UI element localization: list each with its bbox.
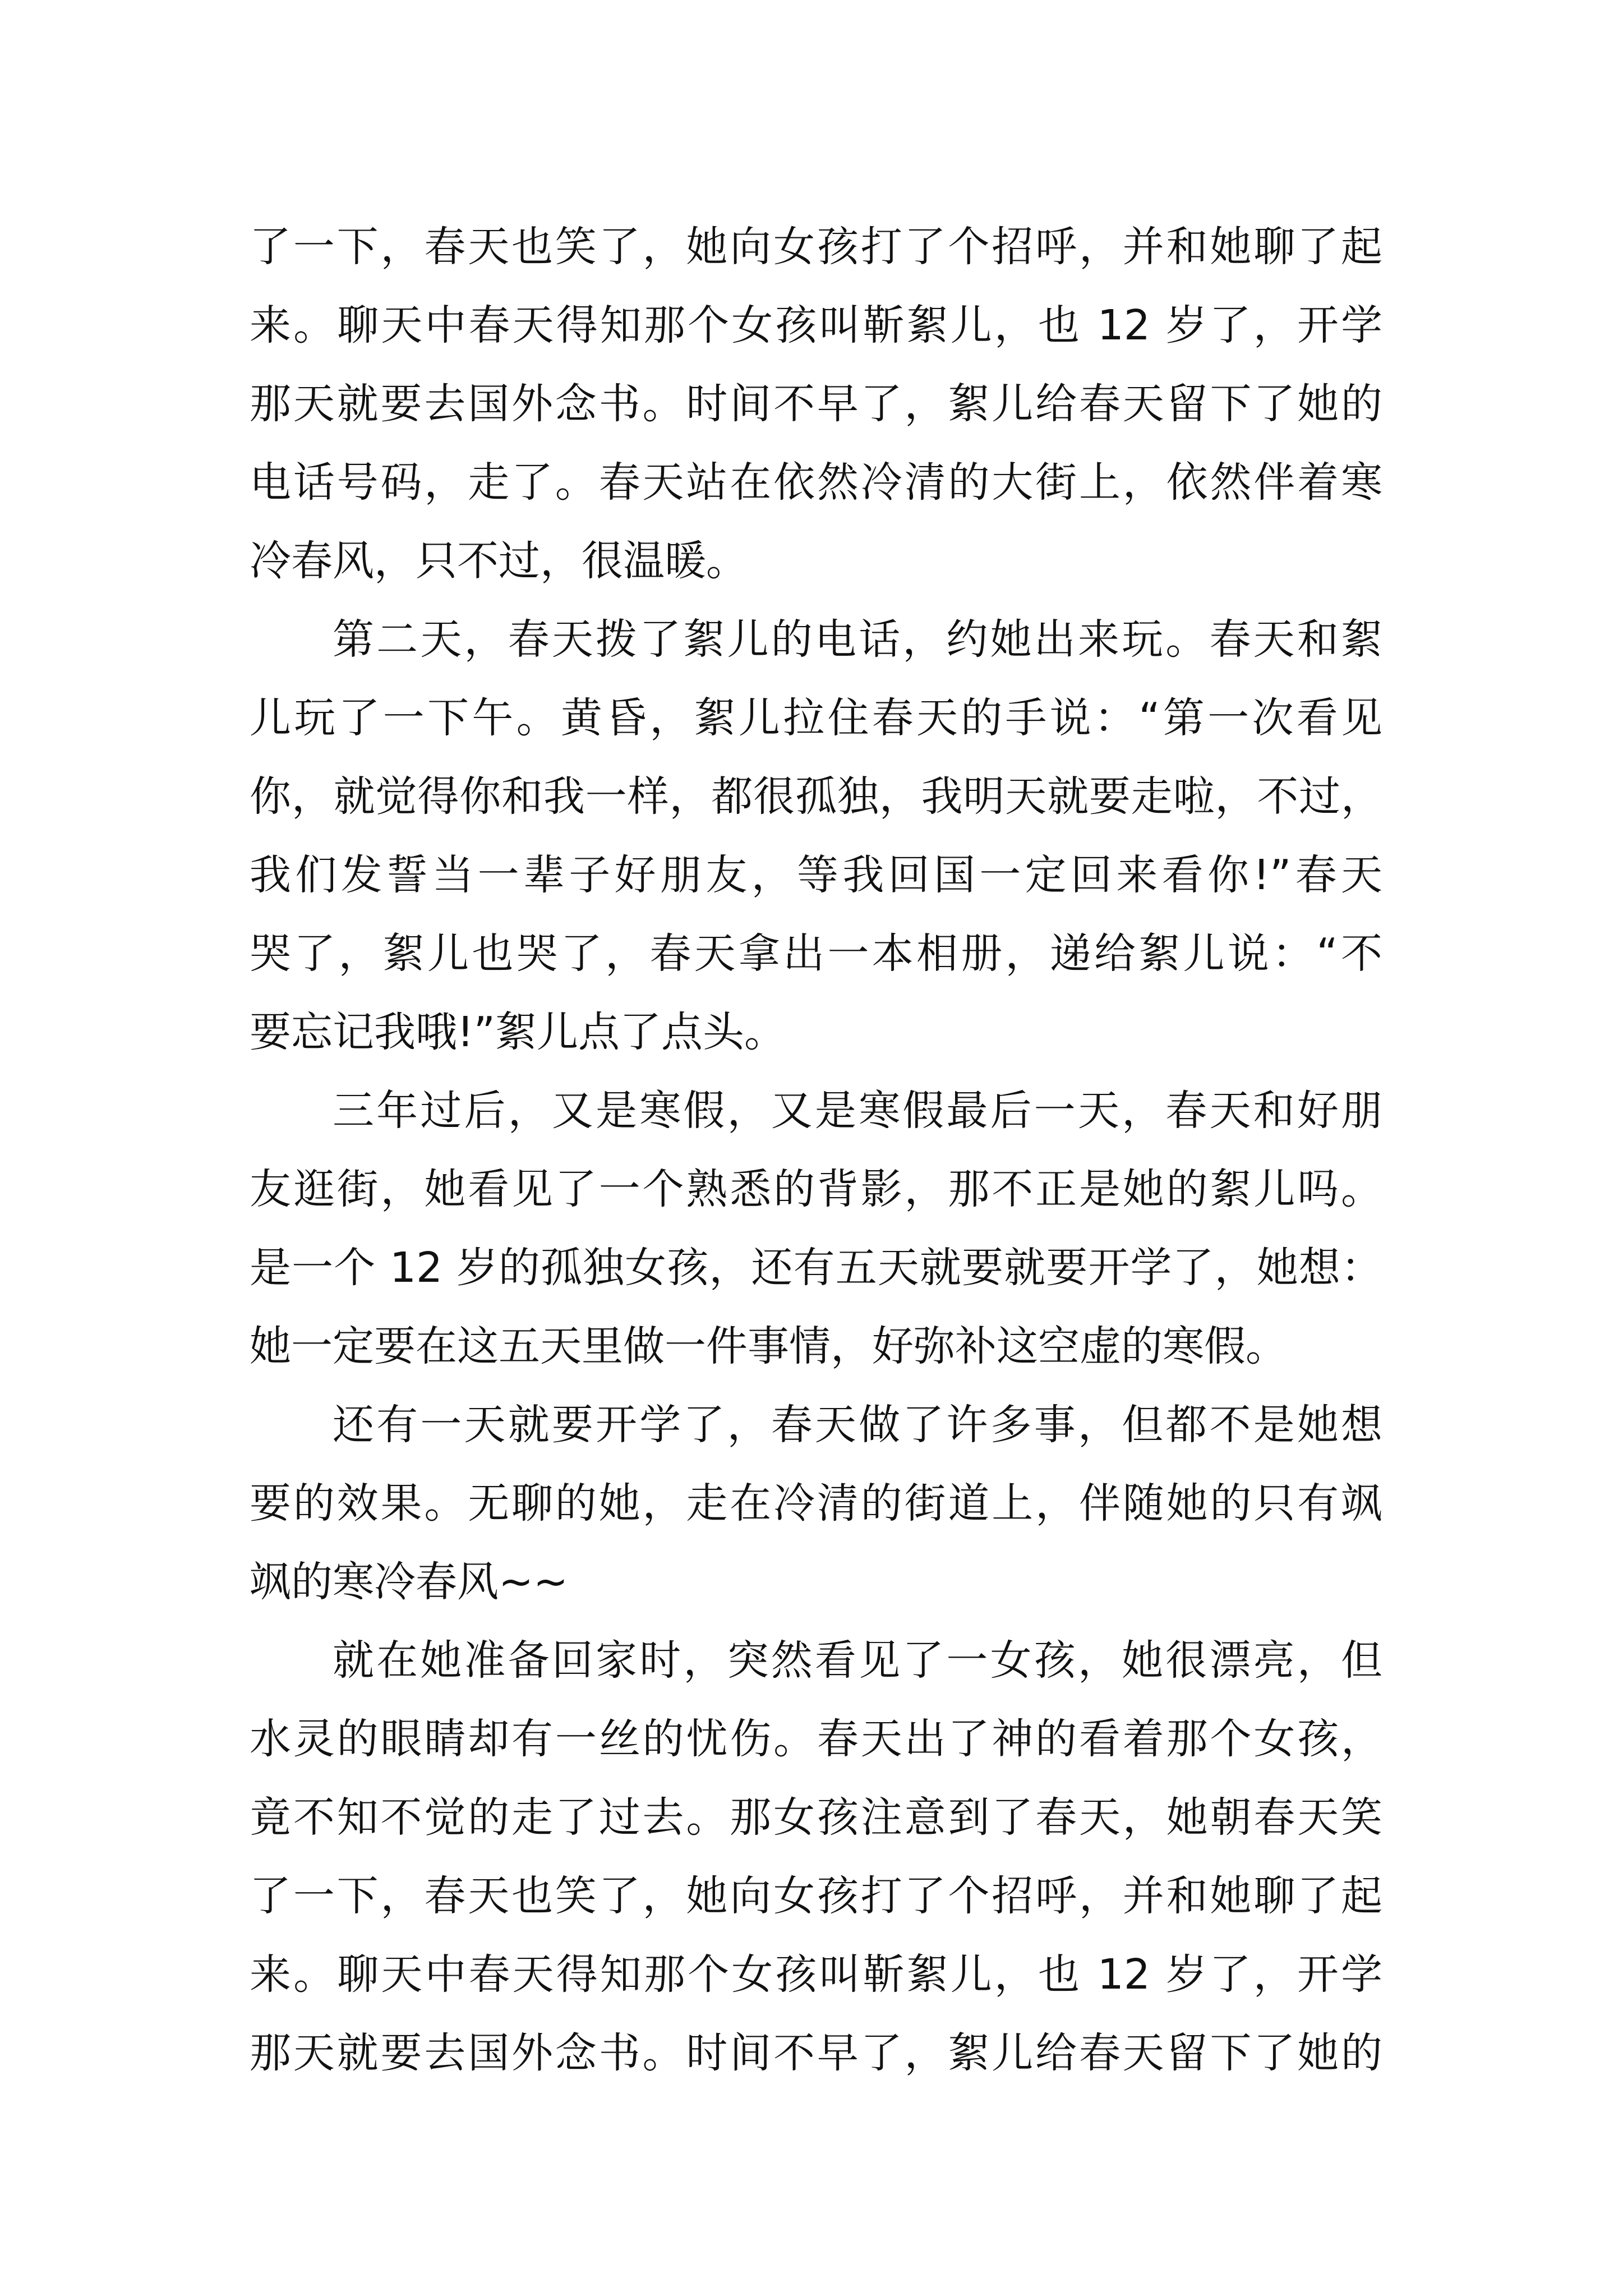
text-line: 还有一天就要开学了，春天做了许多事，但都不是她想 bbox=[333, 1401, 1382, 1449]
text-line: 哭了，絮儿也哭了，春天拿出一本相册，递给絮儿说：“不 bbox=[250, 930, 1382, 978]
text-line: 了一下，春天也笑了，她向女孩打了个招呼，并和她聊了起 bbox=[250, 223, 1382, 271]
text-line: 那天就要去国外念书。时间不早了，絮儿给春天留下了她的 bbox=[250, 380, 1382, 428]
text-line: 冷春风，只不过，很温暖。 bbox=[250, 537, 748, 585]
text-line: 第二天，春天拨了絮儿的电话，约她出来玩。春天和絮 bbox=[333, 615, 1382, 664]
text-line: 来。聊天中春天得知那个女孩叫靳絮儿，也 12 岁了，开学 bbox=[250, 1950, 1382, 1999]
text-line: 我们发誓当一辈子好朋友，等我回国一定回来看你!”春天 bbox=[250, 851, 1382, 899]
text-line: 就在她准备回家时，突然看见了一女孩，她很漂亮，但 bbox=[333, 1636, 1382, 1685]
text-line: 儿玩了一下午。黄昏，絮儿拉住春天的手说：“第一次看见 bbox=[250, 694, 1382, 742]
story-text-block bbox=[250, 208, 1382, 2092]
text-line: 要的效果。无聊的她，走在冷清的街道上，伴随她的只有飒 bbox=[250, 1479, 1382, 1527]
text-line: 竟不知不觉的走了过去。那女孩注意到了春天，她朝春天笑 bbox=[250, 1793, 1382, 1842]
text-line: 飒的寒冷春风~~ bbox=[250, 1558, 569, 1606]
text-line: 了一下，春天也笑了，她向女孩打了个招呼，并和她聊了起 bbox=[250, 1872, 1382, 1920]
text-line: 水灵的眼睛却有一丝的忧伤。春天出了神的看着那个女孩， bbox=[250, 1715, 1382, 1763]
text-line: 要忘记我哦!”絮儿点了点头。 bbox=[250, 1008, 786, 1056]
text-line: 三年过后，又是寒假，又是寒假最后一天，春天和好朋 bbox=[333, 1087, 1382, 1135]
text-line: 是一个 12 岁的孤独女孩，还有五天就要就要开学了，她想： bbox=[250, 1244, 1382, 1292]
text-line: 友逛街，她看见了一个熟悉的背影，那不正是她的絮儿吗。 bbox=[250, 1165, 1382, 1213]
text-line: 她一定要在这五天里做一件事情，好弥补这空虚的寒假。 bbox=[250, 1322, 1287, 1370]
text-line: 那天就要去国外念书。时间不早了，絮儿给春天留下了她的 bbox=[250, 2029, 1382, 2077]
text-line: 你，就觉得你和我一样，都很孤独，我明天就要走啦，不过， bbox=[250, 772, 1382, 821]
text-line: 电话号码，走了。春天站在依然冷清的大街上，依然伴着寒 bbox=[250, 458, 1382, 507]
text-line: 来。聊天中春天得知那个女孩叫靳絮儿，也 12 岁了，开学 bbox=[250, 301, 1382, 349]
